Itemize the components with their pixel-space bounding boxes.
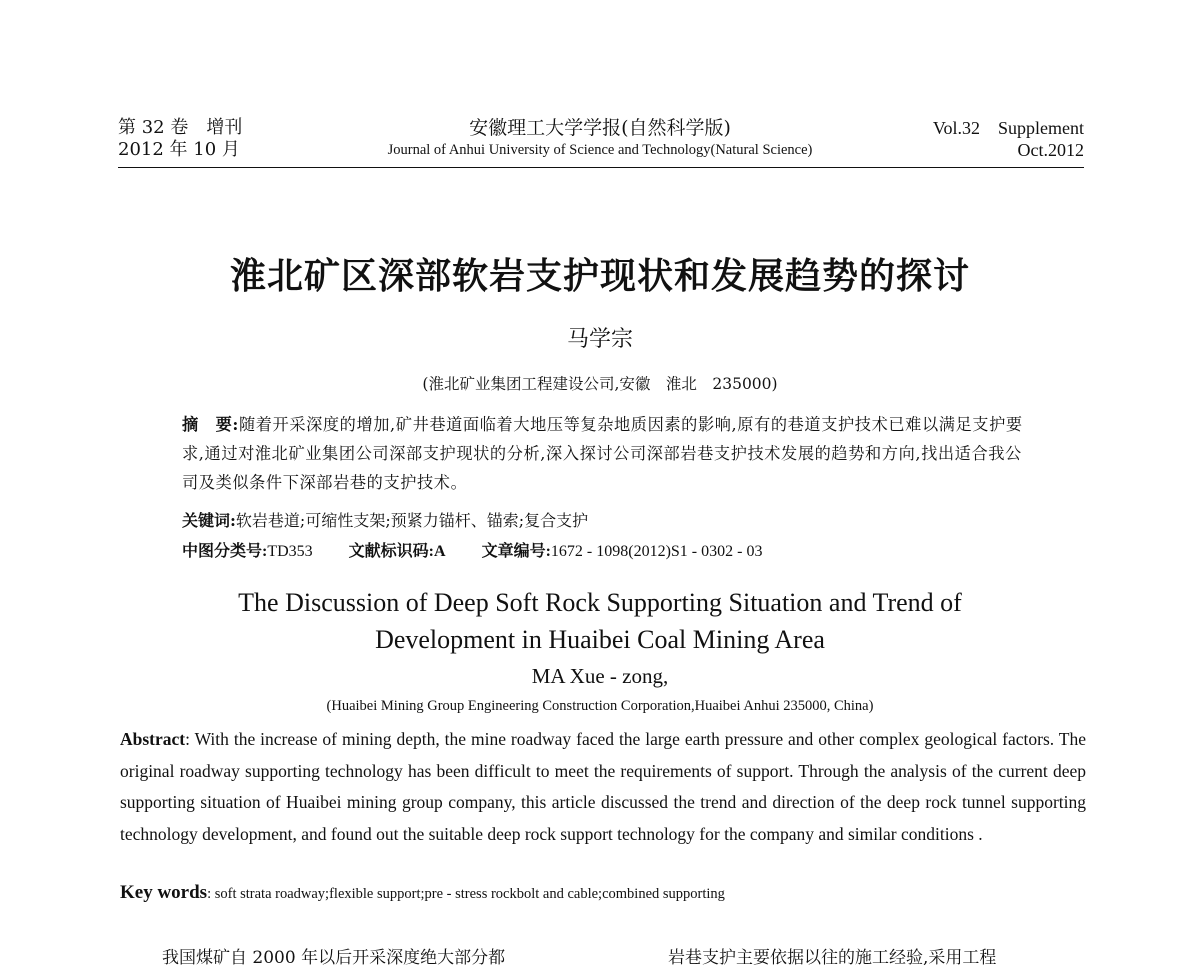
paper-title-en-line2: Development in Huaibei Coal Mining Area — [375, 625, 825, 654]
header-rule — [118, 167, 1084, 168]
abstract-text-cn: 随着开采深度的增加,矿井巷道面临着大地压等复杂地质因素的影响,原有的巷道支护技术已难以满足支护要求,通过对淮北矿业集团公司深部支护现状的分析,深入探讨公司深部岩巷支护技术发展的趋势和方向,找出适合我公司及类似条件下深部岩巷的支护技术。 — [182, 415, 1023, 492]
classification-line — [182, 538, 762, 561]
affiliation-en: (Huaibei Mining Group Engineering Construction Corporation,Huaibei Anhui 235000, China) — [326, 698, 874, 714]
keywords-text-en: : soft strata roadway;flexible support;pre - stress rockbolt and cable;combined supporting — [207, 886, 725, 902]
paper-title-en-line1: The Discussion of Deep Soft Rock Supporting Situation and Trend of — [238, 588, 962, 617]
volume-cn: 第 32 卷 增刊 — [118, 117, 243, 138]
date-cn: 2012 年 10 月 — [118, 139, 240, 160]
abstract-cn — [182, 410, 1024, 497]
body-column-right: 岩巷支护主要依据以往的施工经验,采用工程 — [668, 948, 997, 968]
abstract-text-en: : With the increase of mining depth, the mine roadway faced the large earth pressure and other complex geological factors. The original roadway supporting technology has been difficult to meet the requirements of support. Through the analysis of the current deep supporting situation of Huaibei mining group company, this article discussed the trend and direction of the deep rock tunnel supporting technology development, and found out the suitable deep rock support technology for the company and similar conditions . — [120, 729, 1086, 844]
doc-code-value: A — [434, 543, 446, 560]
journal-name-en: Journal of Anhui University of Science and Technology(Natural Science) — [387, 142, 813, 158]
running-header-right — [880, 117, 1084, 161]
author-en: MA Xue - zong, — [531, 664, 669, 688]
clc-label: 中图分类号: — [182, 543, 268, 560]
keywords-en — [120, 882, 725, 904]
article-no-value: 1672 - 1098(2012)S1 - 0302 - 03 — [550, 543, 763, 560]
keywords-label-en: Key words — [120, 882, 208, 903]
doc-code-label: 文献标识码: — [348, 543, 435, 560]
keywords-cn — [182, 508, 588, 531]
author-cn: 马学宗 — [566, 327, 633, 352]
keywords-text-cn: 软岩巷道;可缩性支架;预紧力锚杆、锚索;复合支护 — [235, 511, 589, 530]
running-header-center — [300, 117, 900, 161]
body-column-left: 我国煤矿自 2000 年以后开采深度绝大部分都 — [162, 948, 506, 968]
clc-value: TD353 — [267, 543, 313, 560]
date-en: Oct.2012 — [1017, 140, 1084, 160]
abstract-label-en: Abstract — [120, 729, 186, 749]
journal-name-cn: 安徽理工大学学报(自然科学版) — [469, 117, 731, 139]
abstract-en — [120, 724, 1086, 850]
article-no-label: 文章编号: — [481, 543, 551, 560]
paper-title-cn: 淮北矿区深部软岩支护现状和发展趋势的探讨 — [229, 255, 970, 297]
keywords-label-cn: 关键词: — [182, 511, 236, 530]
abstract-label-cn: 摘 要: — [182, 415, 239, 434]
running-header-left — [118, 117, 242, 161]
volume-en: Vol.32 Supplement — [932, 118, 1084, 138]
affiliation-cn: (淮北矿业集团工程建设公司,安徽 淮北 235000) — [422, 375, 778, 393]
